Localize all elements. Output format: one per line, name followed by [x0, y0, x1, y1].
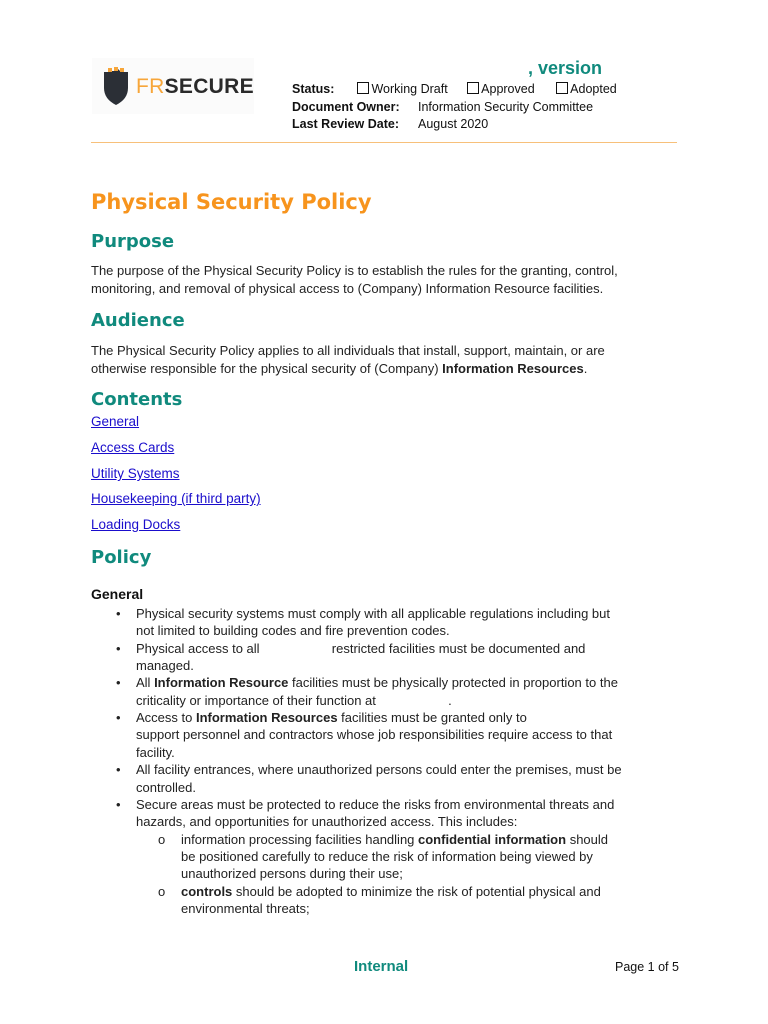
- text: unauthorized persons during their use;: [181, 866, 403, 882]
- text: All facility entrances, where unauthorized persons could enter the premises, must be: [136, 762, 622, 778]
- text: be positioned carefully to reduce the risk of information being viewed by: [181, 848, 593, 864]
- logo-text: FR: [136, 75, 165, 98]
- text: support personnel and contractors whose job responsibilities require access to that: [136, 727, 613, 743]
- text: Secure areas must be protected to reduce the risks from environmental threats and: [136, 796, 615, 812]
- text: should be adopted to minimize the risk of potential physical and: [232, 883, 601, 899]
- policy-heading: Policy: [91, 547, 152, 568]
- bullet-text-line: [181, 832, 608, 847]
- text: Physical security systems must comply with all applicable regulations including but: [136, 606, 610, 621]
- status-adopted-checkbox[interactable]: Adopted: [556, 82, 617, 96]
- bullet-icon: •: [116, 606, 121, 621]
- text: criticality or importance of their function at .: [136, 692, 452, 708]
- contents-link-general[interactable]: General: [91, 414, 140, 429]
- text: facilities must be granted only to: [337, 710, 527, 726]
- purpose-heading: Purpose: [91, 231, 175, 252]
- bold-term: Information Resource: [154, 675, 289, 691]
- bullet-text-line: [136, 710, 527, 725]
- bullet-icon: •: [116, 640, 121, 656]
- contents-link-loading-docks[interactable]: Loading Docks: [91, 517, 181, 532]
- owner-label: Document Owner:: [292, 100, 400, 114]
- status-approved-checkbox[interactable]: Approved: [467, 82, 535, 96]
- contents-heading: Contents: [91, 389, 183, 410]
- text: not limited to building codes and fire prevention codes.: [136, 623, 450, 639]
- status-working-draft-checkbox[interactable]: Working Draft: [357, 82, 447, 96]
- bullet-text-line: [181, 866, 403, 881]
- text: information processing facilities handling: [181, 831, 419, 847]
- text: All: [136, 675, 155, 691]
- status-row: [292, 82, 617, 96]
- text: facilities must be physically protected in proportion to the: [288, 675, 618, 691]
- contents-link-access-cards[interactable]: Access Cards: [91, 440, 175, 455]
- bullet-text-line: [181, 901, 310, 916]
- purpose-text: The purpose of the Physical Security Policy is to establish the rules for the granting, control, monitoring, and removal of physical access to (Company) Information Resource facilities.: [91, 263, 618, 296]
- text: controlled.: [136, 779, 196, 795]
- sub-bullet-icon: o: [158, 883, 166, 899]
- bullet-icon: •: [116, 675, 121, 691]
- bullet-icon: •: [116, 796, 121, 812]
- text: Access to: [136, 710, 196, 726]
- bullet-text-line: [136, 693, 452, 708]
- header-divider: [91, 142, 677, 143]
- text: managed.: [136, 658, 194, 674]
- bullet-text-line: [136, 641, 585, 656]
- text: facility.: [136, 744, 175, 760]
- bullet-text-line: [136, 780, 196, 795]
- contents-link-housekeeping[interactable]: Housekeeping (if third party): [91, 491, 261, 506]
- page-number: Page 1 of 5: [615, 960, 679, 974]
- text: hazards, and opportunities for unauthorized access. This includes:: [136, 814, 518, 830]
- bold-term: confidential information: [418, 831, 567, 847]
- bullet-text-line: [136, 675, 618, 690]
- bullet-icon: •: [116, 762, 121, 778]
- bullet-text-line: [136, 623, 450, 638]
- bullet-text-line: [136, 606, 610, 621]
- bullet-text-line: [136, 658, 194, 673]
- owner-row: [292, 100, 593, 114]
- text: should: [566, 831, 608, 847]
- bullet-text-line: [136, 797, 614, 812]
- bold-term: Information Resources: [195, 710, 338, 726]
- status-label: Status:: [292, 82, 335, 96]
- bullet-text-line: [136, 727, 612, 742]
- bullet-text-line: [181, 884, 601, 899]
- logo-text: SECURE: [164, 75, 254, 98]
- review-label: Last Review Date:: [292, 117, 399, 131]
- owner-value: Information Security Committee: [418, 100, 594, 114]
- audience-text: The Physical Security Policy applies to all individuals that install, support, maintain, or are otherwise responsible for the physical security of (Company) Information Resources.: [91, 343, 605, 376]
- bullet-text-line: [136, 745, 175, 760]
- page-title: Physical Security Policy: [91, 190, 372, 214]
- text: Physical access to all restricted facilities must be documented and: [136, 640, 586, 656]
- bullet-icon: •: [116, 710, 121, 726]
- bullet-text-line: [136, 762, 622, 777]
- general-subheading: General: [91, 586, 144, 602]
- bold-term: controls: [181, 883, 233, 899]
- bullet-text-line: [136, 814, 517, 829]
- contents-link-utility-systems[interactable]: Utility Systems: [91, 466, 180, 481]
- sub-bullet-icon: o: [158, 831, 166, 847]
- review-value: August 2020: [418, 117, 489, 131]
- bullet-text-line: [181, 849, 593, 864]
- classification-label: Internal: [354, 958, 409, 975]
- shield-icon: [102, 66, 130, 106]
- audience-heading: Audience: [91, 310, 185, 331]
- document-version: , version: [528, 58, 603, 78]
- review-row: [292, 117, 488, 131]
- frsecure-logo: [92, 58, 254, 114]
- text: environmental threats;: [181, 900, 310, 916]
